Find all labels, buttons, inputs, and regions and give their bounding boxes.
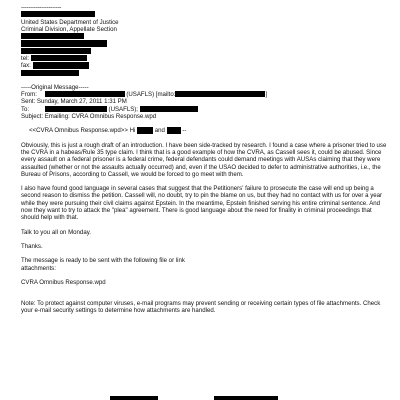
email-document	[21, 4, 389, 315]
attachment-notice-line-2: attachments:	[21, 264, 56, 272]
redaction-fax	[33, 62, 89, 68]
signature-rule: ----------------------	[21, 4, 62, 11]
attachment-notice	[21, 257, 389, 272]
redaction-footer-2	[214, 396, 278, 400]
tel-line	[21, 55, 389, 62]
redaction-address-1	[21, 33, 84, 39]
subject-line: Subject: Emailing: CVRA Omnibus Response.wpd	[21, 113, 157, 121]
redaction-email	[21, 70, 79, 76]
org-line-1: United States Department of Justice	[21, 18, 119, 26]
virus-note: Note: To protect against computer viruses, e-mail programs may prevent sending or receiving certain types of file attachments. Check your e-mail security settings to determine how attachments are handled.	[21, 300, 381, 315]
redaction-to-name	[45, 106, 107, 112]
redaction-name	[21, 11, 95, 17]
tel-label: tel:	[21, 55, 30, 63]
original-message-separator: -----Original Message-----	[21, 83, 89, 91]
redaction-address-3	[21, 48, 91, 54]
body-paragraph-3: Talk to you all on Monday.	[21, 228, 92, 236]
fax-label: fax:	[21, 62, 31, 70]
from-suffix: (USAFLS) [mailto:	[126, 91, 176, 99]
fax-line	[21, 62, 389, 69]
to-label: To:	[21, 105, 30, 113]
redaction-greeting-1	[137, 127, 153, 133]
greeting-line	[21, 127, 389, 134]
body-paragraph-1: Obviously, this is just a rough draft of an introduction. I have been side-tracked by research. I found a case where a prisoner tried to use the CVRA in a habeas/Rule 35 type claim. I think that is a good example of how the CVRA, as Cassell sees it, could be abused. Since every assault on a federal prisoner is a federal crime, federal defendants could demand meetings with AUSAs claiming that they were assaulted (whether or not the assaults actually occurred) and, even if the USAO decided to defer to administrative authorities, i.e., the Bureau of Prisons, according to Cassell, we would be forced to go meet with them.	[21, 141, 387, 178]
sent-line: Sent: Sunday, March 27, 2011 1:31 PM	[21, 98, 127, 106]
to-line	[21, 106, 389, 113]
org-line-2: Criminal Division, Appellate Section	[21, 25, 117, 33]
attachment-notice-line-1: The message is ready to be sent with the following file or link	[21, 257, 185, 265]
from-line	[21, 91, 389, 98]
redaction-to-name-2	[140, 106, 198, 112]
thanks-line: Thanks.	[21, 242, 43, 250]
to-suffix: (USAFLS);	[108, 105, 139, 113]
bottom-redactions	[0, 392, 400, 400]
redaction-footer-1	[110, 396, 158, 400]
redaction-from-name	[45, 91, 125, 97]
attachment-filename: CVRA Omnibus Response.wpd	[21, 278, 106, 286]
redaction-address-2	[21, 40, 107, 46]
greeting-prefix: <<CVRA Omnibus Response.wpd>> Hi	[29, 127, 136, 135]
greeting-suffix: --	[182, 127, 187, 135]
from-close: ]	[265, 91, 268, 99]
redaction-greeting-2	[167, 127, 181, 133]
greeting-and: and	[154, 127, 165, 135]
redaction-tel	[31, 55, 87, 61]
from-label: From:	[21, 91, 37, 99]
redaction-from-email	[175, 91, 268, 99]
body-paragraph-2: I also have found good language in several cases that suggest that the Petitioners' failure to prosecute the case will end up being a second reason to dismiss the petition. Cassell will, no doubt, try to pin the blame on us, but they had no contact with us for over a year while they were pursuing their civil claims against Epstein. In the meantime, Epstein finished serving his entire criminal sentence. And now they want to try to attack the "plea" agreement. There is good language about the need for finality in criminal proceedings that should help with that.	[21, 185, 383, 222]
